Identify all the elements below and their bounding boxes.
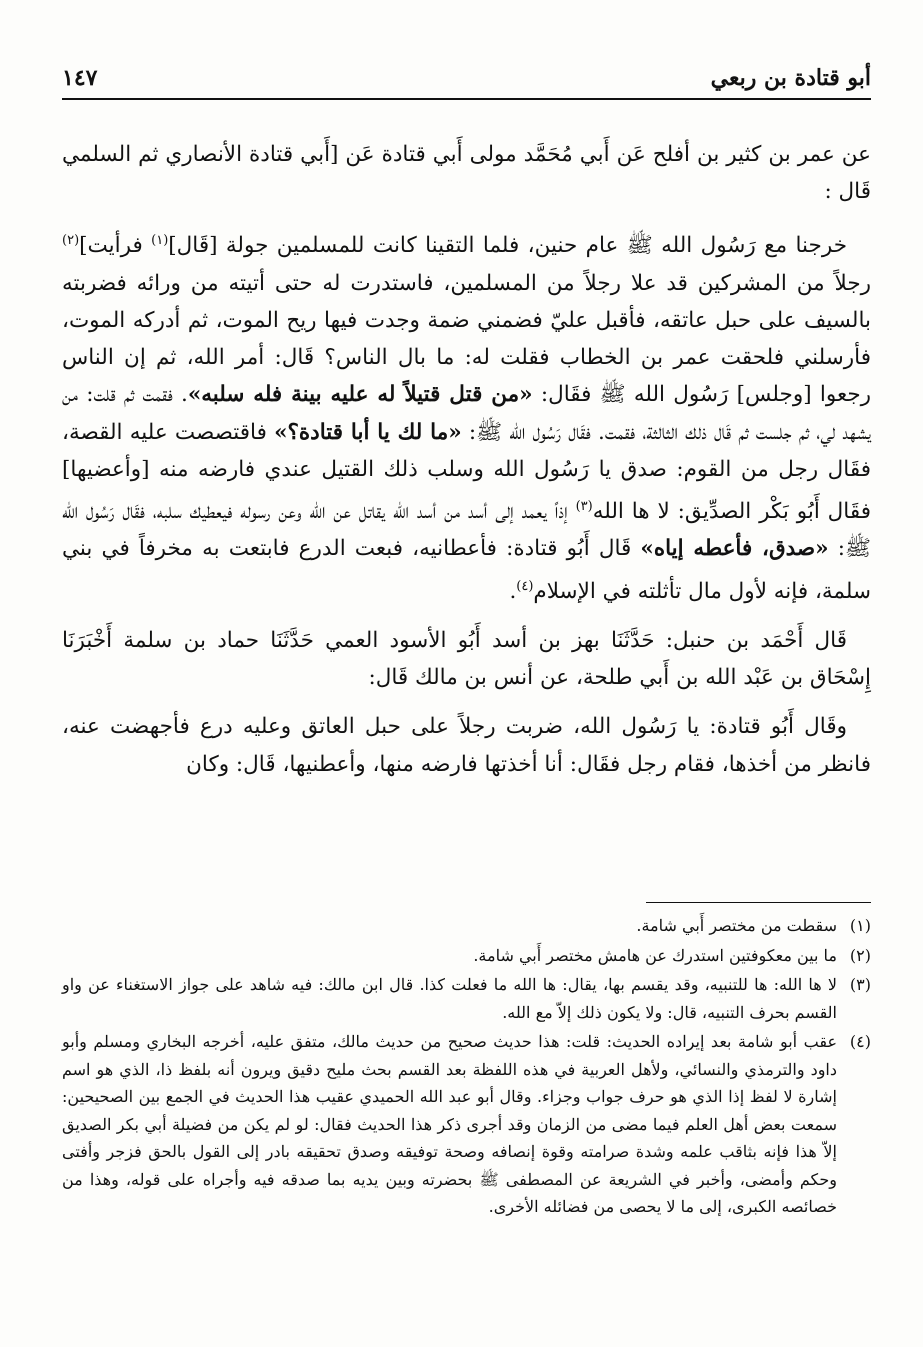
paragraph-3	[62, 622, 871, 696]
footnote-4	[62, 1028, 871, 1221]
footnote-ref-4[interactable]: (٤)	[516, 578, 534, 594]
footnote-number: (٣)	[849, 975, 871, 994]
p2-segment-h: .	[509, 578, 517, 604]
paragraph-4-text: وقَال أَبُو قتادة: يا رَسُول الله، ضربت رجلاً على حبل العاتق وعليه درع فأجهضت عنه، فانظر من أخذها، فقام رجل فقَال: أنا أخذتها فارضه منها، وأعطنيها، قَال: وكان	[62, 714, 871, 777]
p2-segment-d: . فقمت ثم قلت: من يشهد لي، ثم جلست ثم قَال ذلك الثالثة، فقمت. فقَال رَسُول الله ﷺ:	[62, 382, 871, 445]
main-text	[62, 136, 871, 795]
footnote-text: عقب أبو شامة بعد إيراده الحديث: قلت: هذا حديث صحيح من حديث مالك، متفق عليه، أخرجه البخاري ومسلم وأبو داود والترمذي والنسائي، ولأهل العربية في هذه اللفظة بعد القسم بحث مليح دقيق ويرون أنه بلفظ ذا، الذي هو اسم إشارة لا لفظ إذا الذي هو حرف جواب وجزاء. وقال أبو عبد الله الحميدي عقيب هذا الحديث في الجمع بين الصحيحين: سمعت بعض أهل العلم فيما مضى من الزمان وقد أجرى ذكر هذا الحديث فقال: لو لم يكن من فضيلة أبي بكر الصديق إلاّ هذا فإنه بثاقب علمه وشدة صرامته وقوة إنصافه وصحة توفيقه وصدق تحقيقه بادر إلى القول بالحق فزجر وأفتى وحكم وأمضى، وأخبر في الشريعة عن المصطفى ﷺ بحضرته وبين يديه بما صدقه فيه وأجراه على قوله، وهذا من خصائصه الكبرى، إلى ما لا يحصى من فضائله الأخرى.	[62, 1032, 838, 1216]
footnote-text: لا ها الله: ها للتنبيه، وقد يقسم بها، يقال: ها الله ما فعلت كذا. قال ابن مالك: فيه شاهد على جواز الاستغناء عن واو القسم بحرف التنبيه، قال: ولا يكون ذلك إلاّ مع الله.	[62, 975, 837, 1022]
hadith-quote-3: «صدق، فأعطه إياه»	[640, 536, 829, 562]
footnote-ref-3[interactable]: (٣)	[575, 498, 593, 514]
footnote-ref-1[interactable]: (١)	[151, 233, 169, 249]
page-header	[62, 58, 871, 100]
footnote-text: سقطت من مختصر أَبي شامة.	[636, 916, 837, 935]
p2-segment-g: قَال أَبُو قتادة: فأعطانيه، فبعت الدرع فابتعت به مخرفاً في بني سلمة، فإنه لأول مال تأثلته في الإسلام	[62, 536, 871, 604]
p2-segment-f: إذاً يعمد إلى أسد من أسد الله يقاتل عن الله وعن رسوله فيعطيك سلبه، فقَال رَسُول الله ﷺ:	[62, 499, 871, 562]
paragraph-2	[62, 222, 871, 610]
paragraph-1-text: عن عمر بن كثير بن أفلح عَن أَبي مُحَمَّد مولى أَبي قتادة عَن [أَبي قتادة الأنصاري ثم السلمي قَال :	[62, 142, 871, 205]
footnotes	[62, 912, 871, 1223]
p2-segment-e: فاقتصصت عليه القصة، فقَال رجل من القوم: صدق يا رَسُول الله وسلب ذلك القتيل عندي فارضه منه [وأعضيها] فقَال أَبُو بَكْر الصدِّيق: لا ها الله	[62, 419, 872, 525]
p2-segment-b: فرأيت]	[79, 233, 152, 259]
hadith-quote-2: «ما لك يا أبا قتادة؟»	[274, 419, 462, 445]
running-title: أبو قتادة بن ربعي	[710, 65, 871, 91]
footnote-number: (١)	[849, 916, 871, 935]
footnote-3	[62, 971, 871, 1026]
p2-segment-a: خرجنا مع رَسُول الله ﷺ عام حنين، فلما التقينا كانت للمسلمين جولة [قَال]	[168, 233, 847, 259]
paragraph-1	[62, 136, 871, 210]
page-number: ١٤٧	[62, 65, 98, 91]
paragraph-3-text: قَال أَحْمَد بن حنبل: حَدَّثَنَا بهز بن أسد أَبُو الأسود العمي حَدَّثَنَا حماد بن سلمة أَخْبَرَنَا إِسْحَاق بن عَبْد الله بن أَبي طلحة، عن أنس بن مالك قَال:	[62, 627, 871, 691]
footnote-text: ما بين معكوفتين استدرك عن هامش مختصر أَبي شامة.	[473, 945, 837, 965]
footnote-number: (٤)	[849, 1032, 871, 1051]
footnote-ref-2[interactable]: (٢)	[62, 233, 80, 249]
paragraph-4	[62, 708, 871, 782]
p2-segment-c: رجلاً من المشركين قد علا رجلاً من المسلمين، فاستدرت له حتى أتيته من ورائه فضربته بالسيف على حبل عاتقه، فأقبل عليّ فضمني ضمة وجدت فيها ريح الموت، ثم أدركه الموت، فأرسلني فلحقت عمر بن الخطاب فقلت له: ما بال الناس؟ قَال: أمر الله، ثم إن الناس رجعوا [وجلس] رَسُول الله ﷺ فقَال:	[62, 270, 871, 408]
footnote-number: (٢)	[849, 945, 871, 965]
footnote-divider	[646, 902, 871, 903]
hadith-quote-1: «من قتل قتيلاً له عليه بينة فله سلبه»	[187, 382, 533, 408]
footnote-2	[62, 942, 871, 970]
footnote-1	[62, 912, 871, 940]
